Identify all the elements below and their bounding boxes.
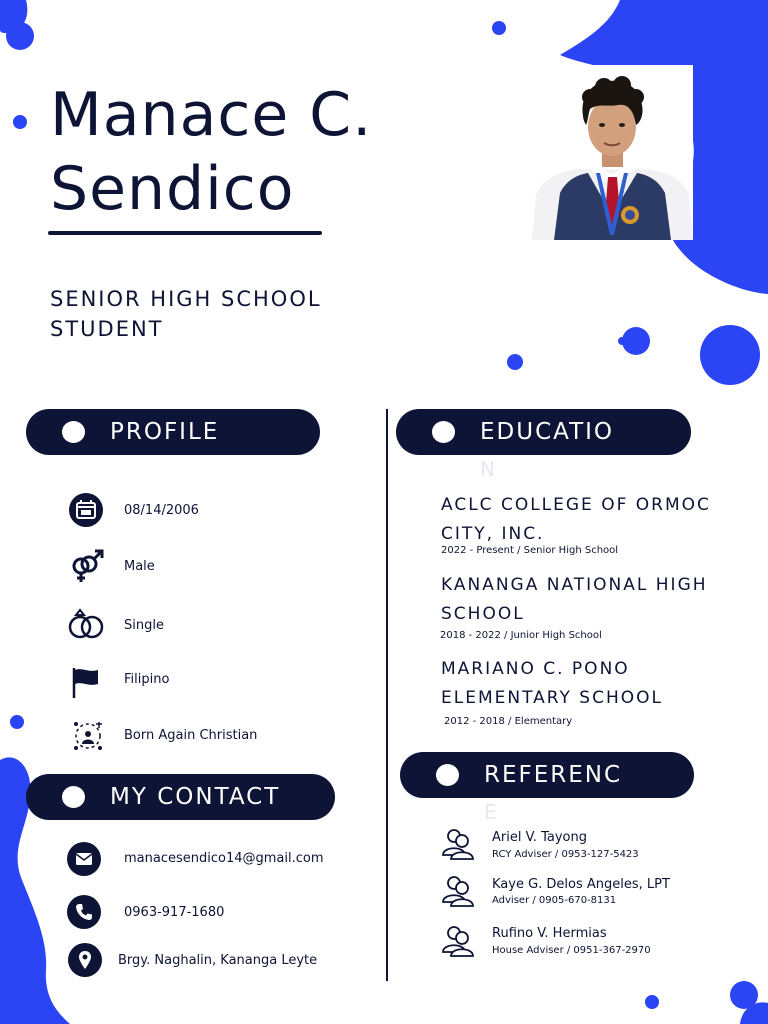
reference-name: Ariel V. Tayong (492, 830, 587, 845)
address-text: Brgy. Naghalin, Kananga Leyte (118, 953, 318, 968)
civil-status-text: Single (124, 618, 164, 633)
bottom-right-dot (730, 981, 758, 1009)
dot (10, 715, 24, 729)
profile-photo (532, 65, 693, 240)
school-name-line-1: ACLC COLLEGE OF ORMOC (441, 495, 711, 515)
school-name-line-2: SCHOOL (441, 604, 525, 624)
reference-detail: RCY Adviser / 0953-127-5423 (492, 849, 639, 860)
gender-icon (68, 548, 104, 584)
school-name-line-2: CITY, INC. (441, 524, 545, 544)
name-line-2: Sendico (50, 154, 295, 224)
dot (507, 354, 523, 370)
top-left-dot (6, 22, 34, 50)
gender-text: Male (124, 559, 155, 574)
bullet-dot (62, 421, 85, 443)
school-detail: 2022 - Present / Senior High School (441, 545, 619, 556)
reference-detail: Adviser / 0905-670-8131 (492, 895, 617, 906)
bullet-dot (62, 786, 85, 808)
location-icon (68, 943, 102, 977)
email-icon (67, 842, 101, 876)
bullet-dot (436, 764, 459, 786)
bullet-dot (432, 421, 455, 443)
dot (700, 325, 760, 385)
school-name (441, 655, 741, 713)
people-icon (440, 825, 476, 861)
phone-text[interactable]: 0963-917-1680 (124, 905, 225, 920)
education-heading-text: EDUCATIO (480, 419, 615, 445)
rings-icon (66, 606, 102, 642)
nationality-text: Filipino (124, 672, 170, 687)
education-heading (396, 409, 691, 481)
school-name (441, 571, 741, 629)
contact-heading (26, 774, 335, 820)
job-title (50, 284, 370, 344)
religion-text: Born Again Christian (124, 728, 258, 743)
dot (13, 115, 27, 129)
school-name (441, 491, 741, 549)
name-underline (48, 231, 322, 235)
people-icon (440, 872, 476, 908)
reference-heading (400, 752, 694, 824)
reference-heading-text: REFERENC (484, 762, 623, 788)
reference-name: Kaye G. Delos Angeles, LPT (492, 877, 670, 892)
dot (492, 21, 506, 35)
reference-heading-overflow: E (484, 800, 499, 824)
full-name (50, 78, 372, 226)
contact-heading-text: MY CONTACT (110, 784, 281, 810)
dot (618, 337, 626, 345)
school-detail: 2018 - 2022 / Junior High School (440, 630, 602, 641)
religion-icon (70, 718, 106, 754)
dot (645, 995, 659, 1009)
column-divider (386, 409, 388, 981)
profile-heading-text: PROFILE (110, 419, 220, 445)
people-icon (440, 922, 476, 958)
school-detail: 2012 - 2018 / Elementary (444, 716, 573, 727)
name-line-1: Manace C. (50, 80, 373, 150)
role-line-1: SENIOR HIGH SCHOOL (50, 287, 322, 311)
profile-heading (26, 409, 320, 455)
role-line-2: STUDENT (50, 317, 164, 341)
flag-icon (68, 664, 104, 700)
birthdate-text: 08/14/2006 (124, 503, 199, 518)
phone-icon (67, 895, 101, 929)
school-name-line-2: ELEMENTARY SCHOOL (441, 688, 663, 708)
education-heading-overflow: N (480, 457, 497, 481)
reference-name: Rufino V. Hermias (492, 926, 607, 941)
calendar-icon (68, 492, 104, 528)
email-text[interactable]: manacesendico14@gmail.com (124, 851, 324, 866)
dot (622, 327, 650, 355)
school-name-line-1: MARIANO C. PONO (441, 659, 630, 679)
school-name-line-1: KANANGA NATIONAL HIGH (441, 575, 708, 595)
reference-detail: House Adviser / 0951-367-2970 (492, 945, 651, 956)
